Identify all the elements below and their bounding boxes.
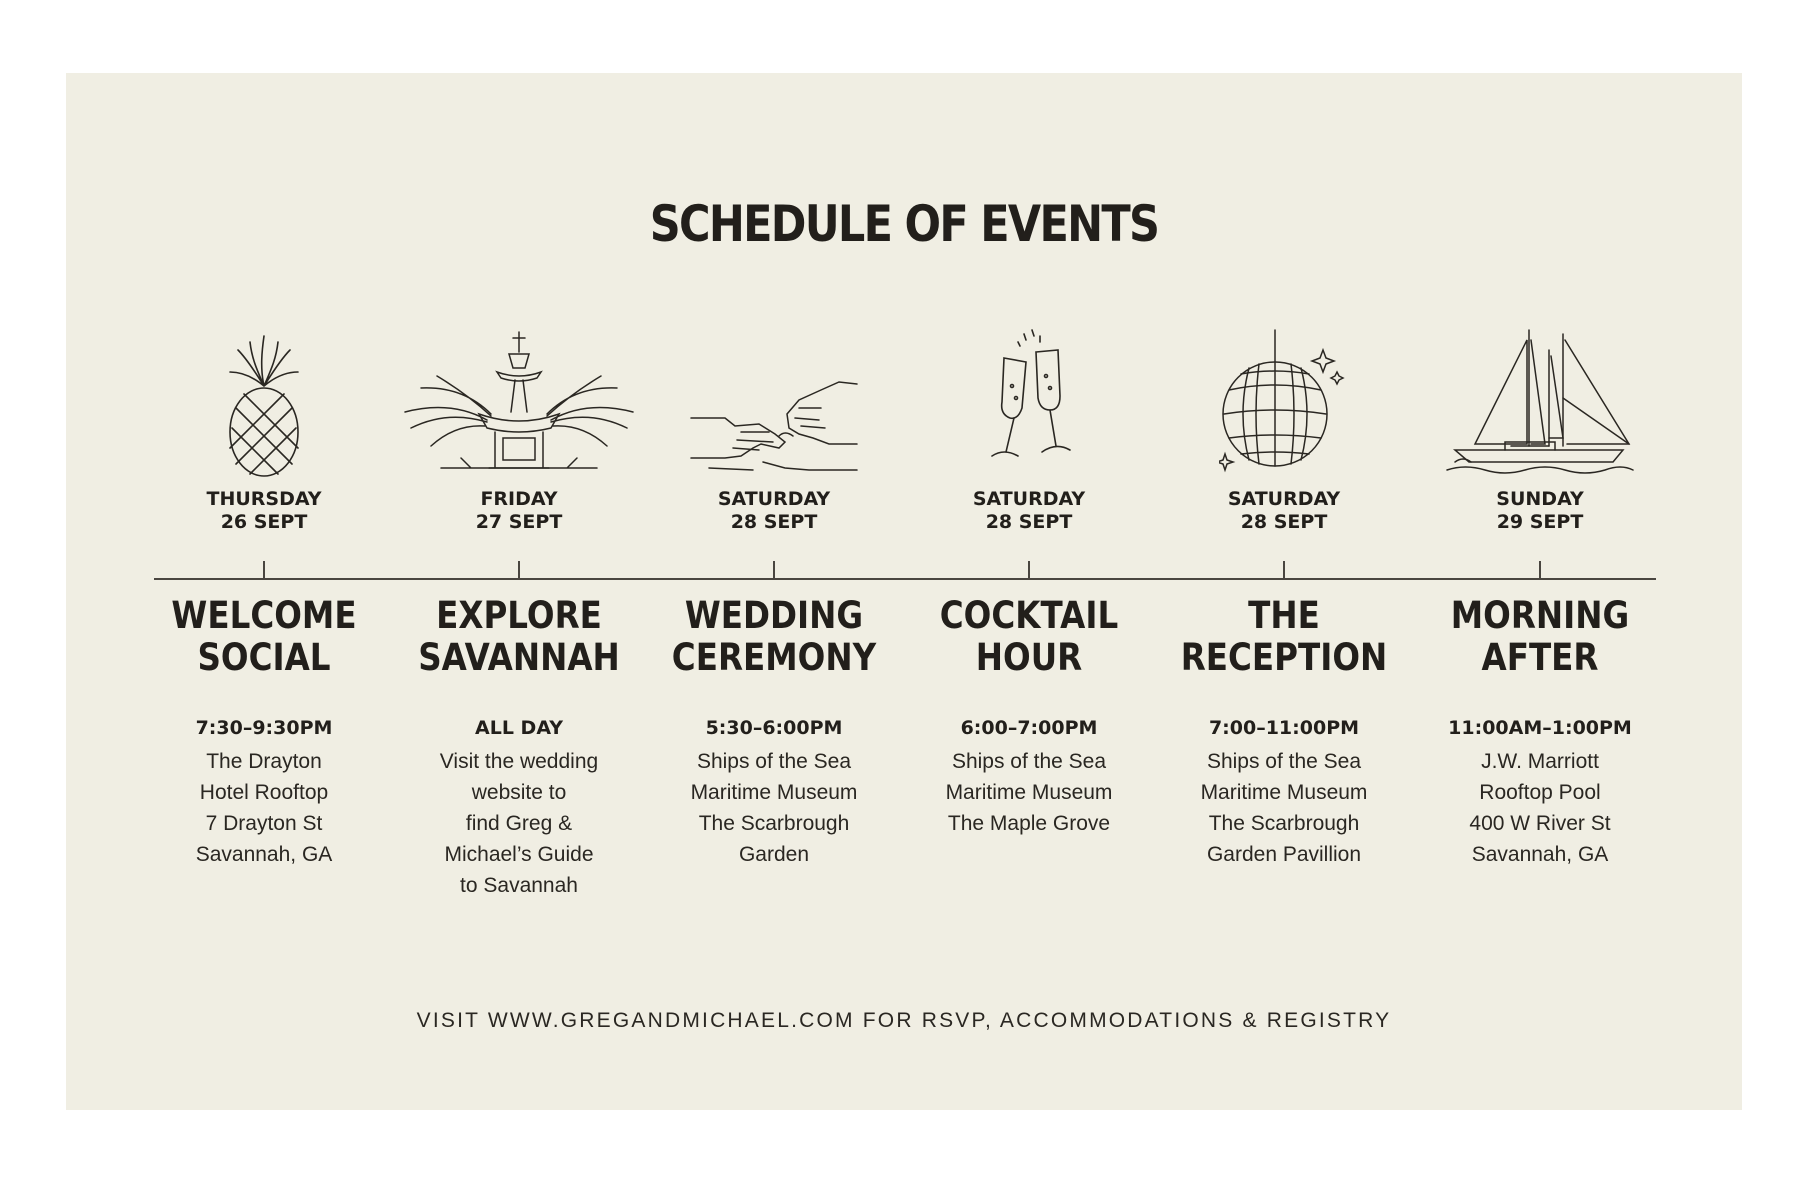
event-time: 7:00–11:00PM	[1208, 717, 1360, 739]
event-details	[136, 746, 392, 870]
timeline-tick	[518, 561, 520, 579]
sailboat-icon	[1412, 323, 1668, 478]
detail-line: The Scarbrough	[1208, 812, 1360, 835]
detail-line: Savannah, GA	[195, 843, 333, 866]
event-date	[646, 488, 902, 534]
detail-line: The Scarbrough	[698, 812, 850, 835]
event-day: THURSDAY	[206, 488, 322, 510]
event-column	[901, 323, 1157, 835]
event-title-line: MORNING	[1450, 594, 1630, 637]
schedule-card	[66, 73, 1742, 1110]
detail-line: Rooftop Pool	[1479, 781, 1601, 804]
event-column	[646, 323, 902, 866]
detail-line: 400 W River St	[1469, 812, 1611, 835]
disco-ball-icon	[1156, 323, 1412, 478]
event-day: FRIDAY	[480, 488, 558, 510]
event-title	[151, 595, 376, 679]
event-title-line: WELCOME	[171, 594, 357, 637]
event-time: ALL DAY	[475, 717, 563, 739]
event-details	[901, 746, 1157, 839]
event-title-line: EXPLORE	[436, 594, 602, 637]
event-column	[136, 323, 392, 866]
detail-line: Savannah, GA	[1471, 843, 1609, 866]
detail-line: Maritime Museum	[1200, 781, 1368, 804]
timeline-line	[154, 578, 1656, 580]
detail-line: Ships of the Sea	[696, 750, 852, 773]
detail-line: Maritime Museum	[690, 781, 858, 804]
event-title	[406, 595, 631, 679]
timeline-tick	[1028, 561, 1030, 579]
event-details	[391, 746, 647, 901]
event-title-line: AFTER	[1481, 636, 1599, 679]
detail-line: Visit the wedding	[439, 750, 599, 773]
timeline-tick	[263, 561, 265, 579]
event-date	[391, 488, 647, 534]
detail-line: Garden	[738, 843, 810, 866]
detail-line: Ships of the Sea	[1206, 750, 1362, 773]
detail-line: Garden Pavillion	[1206, 843, 1362, 866]
event-day-date: 28 SEPT	[1240, 511, 1328, 533]
event-details	[1412, 746, 1668, 870]
event-column	[1156, 323, 1412, 866]
event-time: 11:00AM–1:00PM	[1448, 717, 1632, 739]
event-day: SATURDAY	[1227, 488, 1341, 510]
detail-line: Maritime Museum	[945, 781, 1113, 804]
detail-line: The Maple Grove	[947, 812, 1111, 835]
event-day-date: 26 SEPT	[220, 511, 308, 533]
event-title	[661, 595, 886, 679]
event-title-line: WEDDING	[684, 594, 864, 637]
event-title-line: THE	[1248, 594, 1320, 637]
detail-line: to Savannah	[460, 874, 578, 897]
detail-line: J.W. Marriott	[1481, 750, 1599, 773]
event-date	[1412, 488, 1668, 534]
timeline-tick	[1283, 561, 1285, 579]
champagne-glasses-icon	[901, 323, 1157, 478]
detail-line: website to	[471, 781, 567, 804]
fountain-icon	[391, 323, 647, 478]
event-details	[1156, 746, 1412, 870]
event-day: SATURDAY	[972, 488, 1086, 510]
detail-line: Michael’s Guide	[444, 843, 594, 866]
event-title-line: RECEPTION	[1180, 636, 1388, 679]
event-time: 6:00–7:00PM	[960, 717, 1098, 739]
event-day-date: 28 SEPT	[985, 511, 1073, 533]
event-day-date: 29 SEPT	[1496, 511, 1584, 533]
event-title	[1427, 595, 1652, 679]
event-title-line: HOUR	[975, 636, 1083, 679]
holding-hands-icon	[646, 323, 902, 478]
timeline-tick	[773, 561, 775, 579]
event-title	[916, 595, 1141, 679]
detail-line: Ships of the Sea	[951, 750, 1107, 773]
event-day-date: 28 SEPT	[730, 511, 818, 533]
event-title-line: COCKTAIL	[939, 594, 1119, 637]
event-title-line: CEREMONY	[671, 636, 877, 679]
detail-line: 7 Drayton St	[205, 812, 323, 835]
timeline-tick	[1539, 561, 1541, 579]
event-title-line: SAVANNAH	[418, 636, 620, 679]
event-date	[901, 488, 1157, 534]
event-day: SUNDAY	[1496, 488, 1584, 510]
event-time: 5:30–6:00PM	[705, 717, 843, 739]
event-day: SATURDAY	[717, 488, 831, 510]
detail-line: The Drayton	[206, 750, 322, 773]
event-details	[646, 746, 902, 870]
page-title: SCHEDULE OF EVENTS	[649, 195, 1159, 253]
event-column	[391, 323, 647, 897]
event-date	[1156, 488, 1412, 534]
event-title	[1171, 595, 1396, 679]
detail-line: find Greg &	[465, 812, 573, 835]
footer-note: VISIT WWW.GREGANDMICHAEL.COM FOR RSVP, ACCOMMODATIONS & REGISTRY	[416, 1009, 1392, 1032]
pineapple-icon	[136, 323, 392, 478]
detail-line: Hotel Rooftop	[199, 781, 329, 804]
event-column	[1412, 323, 1668, 866]
event-time: 7:30–9:30PM	[195, 717, 333, 739]
event-title-line: SOCIAL	[197, 636, 331, 679]
event-date	[136, 488, 392, 534]
event-day-date: 27 SEPT	[475, 511, 563, 533]
